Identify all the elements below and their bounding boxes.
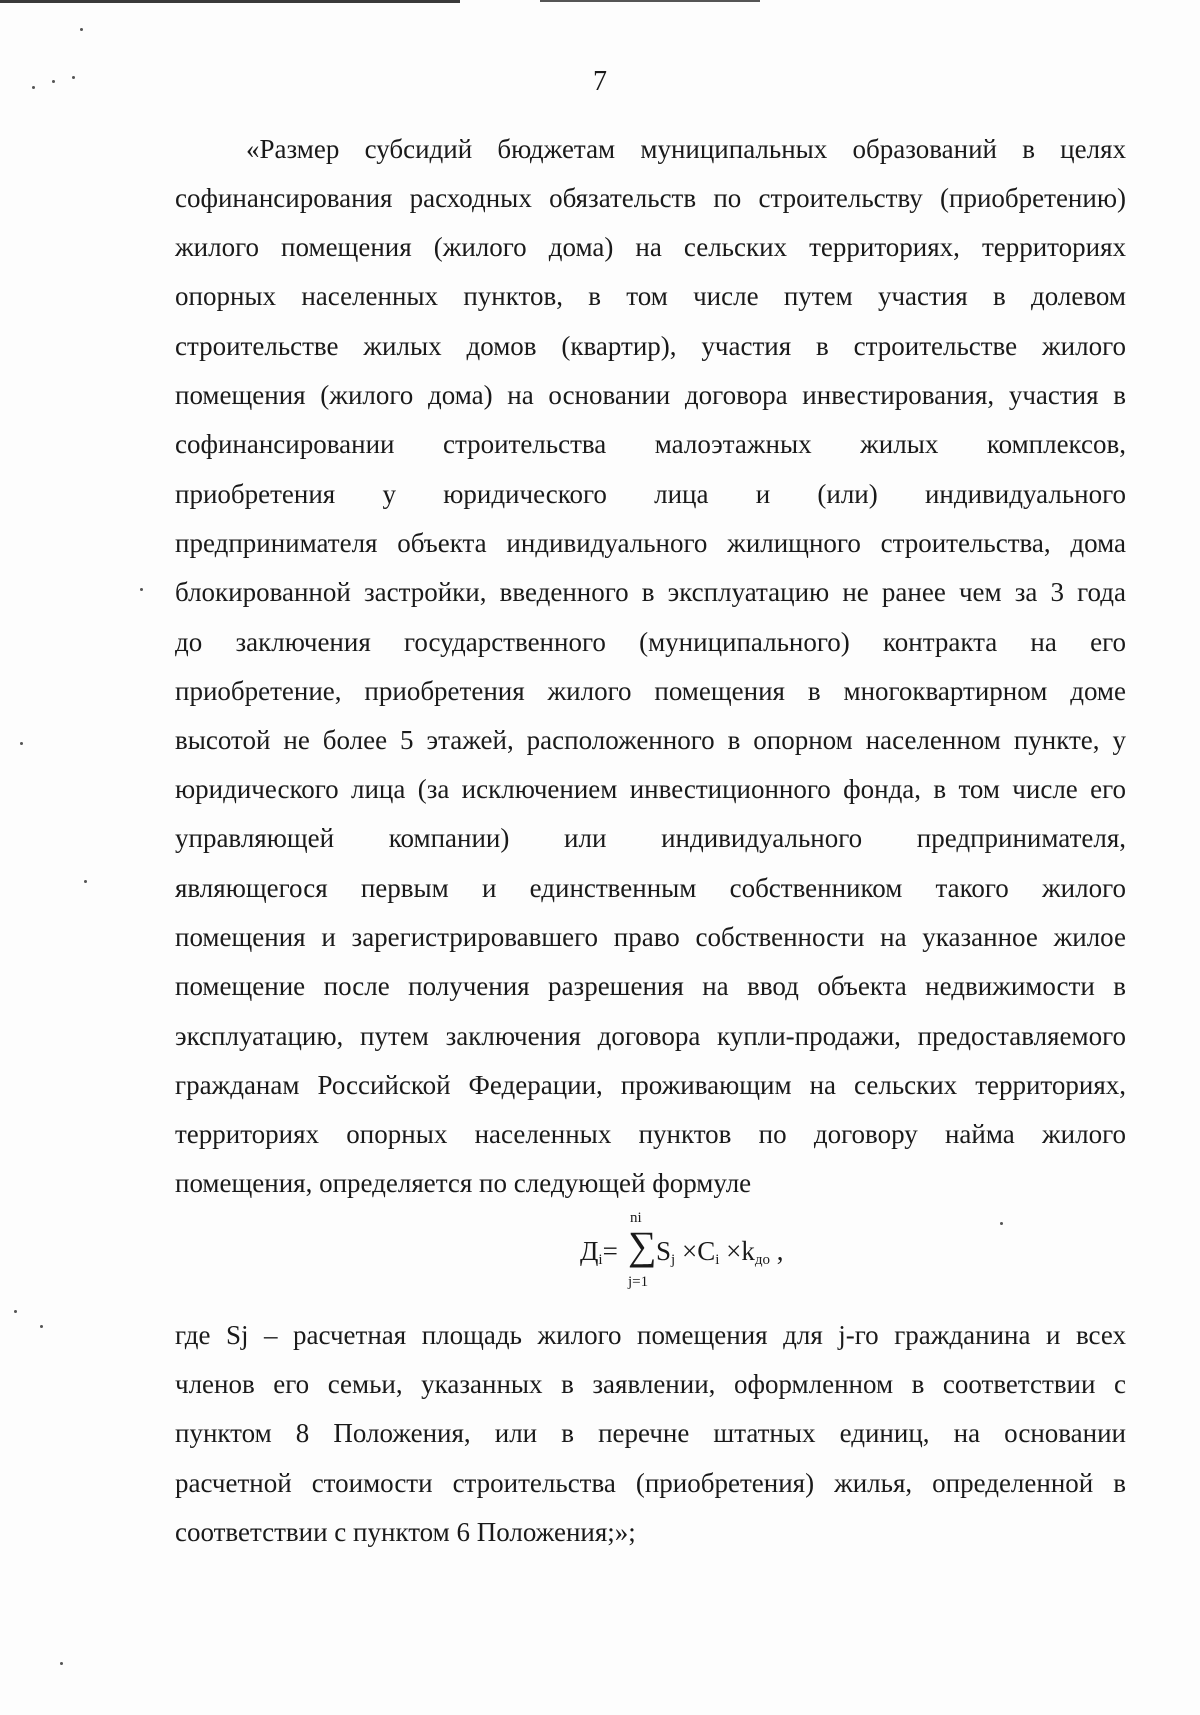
subsidy-formula: [580, 1210, 840, 1300]
formula-equals: =: [602, 1236, 618, 1266]
formula-times-1: ×: [675, 1236, 698, 1266]
text-line: приобретения у юридического лица и (или) индивидуального: [175, 479, 1126, 509]
formula-d-subscript: i: [598, 1252, 603, 1268]
formula-s: S: [656, 1236, 672, 1266]
text-line: территориях опорных населенных пунктов по договору найма жилого: [175, 1119, 1126, 1149]
text-line: «Размер субсидий бюджетам муниципальных образований в целях: [246, 134, 1126, 164]
sum-sigma-symbol: ∑: [628, 1223, 657, 1268]
text-line: блокированной застройки, введенного в эксплуатацию не ранее чем за 3 года: [175, 577, 1126, 607]
text-line: помещение после получения разрешения на ввод объекта недвижимости в: [175, 971, 1126, 1001]
text-line: приобретение, приобретения жилого помещения в многоквартирном доме: [175, 676, 1126, 706]
scan-speck: [32, 86, 35, 89]
formula-tail: ,: [770, 1236, 784, 1266]
text-line: помещения (жилого дома) на основании договора инвестирования, участия в: [175, 380, 1126, 410]
text-line: помещения и зарегистрировавшего право собственности на указанное жилое: [175, 922, 1126, 952]
text-line: управляющей компании) или индивидуального предпринимателя,: [175, 823, 1126, 853]
scan-speck: [40, 1325, 43, 1328]
text-line: где Sj – расчетная площадь жилого помещения для j-го гражданина и всех: [175, 1320, 1126, 1350]
formula-rhs: [656, 1236, 784, 1269]
formula-k-subscript: до: [754, 1252, 770, 1268]
formula-s-subscript: j: [671, 1252, 676, 1268]
scan-speck: [140, 588, 143, 591]
scan-speck: [52, 80, 55, 83]
text-line: расчетной стоимости строительства (приобретения) жилья, определенной в: [175, 1468, 1126, 1498]
scan-speck: [60, 1662, 63, 1665]
text-line: до заключения государственного (муниципального) контракта на его: [175, 627, 1126, 657]
text-line: соответствии с пунктом 6 Положения;»;: [175, 1517, 636, 1547]
text-line: софинансировании строительства малоэтажных жилых комплексов,: [175, 429, 1126, 459]
formula-times-2: ×: [719, 1236, 742, 1266]
scan-speck: [1000, 1222, 1003, 1225]
text-line: софинансирования расходных обязательств по строительству (приобретению): [175, 183, 1126, 213]
text-line: юридического лица (за исключением инвестиционного фонда, в том числе его: [175, 774, 1126, 804]
text-line: гражданам Российской Федерации, проживающим на сельских территориях,: [175, 1070, 1126, 1100]
text-line: членов его семьи, указанных в заявлении, оформленном в соответствии с: [175, 1369, 1126, 1399]
text-line: строительстве жилых домов (квартир), участия в строительстве жилого: [175, 331, 1126, 361]
text-line: эксплуатацию, путем заключения договора купли-продажи, предоставляемого: [175, 1021, 1126, 1051]
scan-speck: [84, 880, 87, 883]
text-line: помещения, определяется по следующей формуле: [175, 1168, 752, 1198]
sum-lower-limit: j=1: [628, 1274, 649, 1290]
text-line: пунктом 8 Положения, или в перечне штатных единиц, на основании: [175, 1418, 1126, 1448]
formula-c: C: [697, 1236, 716, 1266]
text-line: жилого помещения (жилого дома) на сельских территориях, территориях: [175, 232, 1126, 262]
formula-k: k: [741, 1236, 755, 1266]
scan-speck: [20, 742, 23, 745]
formula-c-subscript: i: [715, 1252, 720, 1268]
formula-d: Д: [580, 1236, 599, 1266]
text-line: предпринимателя объекта индивидуального жилищного строительства, дома: [175, 528, 1126, 558]
formula-lhs: [580, 1236, 618, 1269]
scan-speck: [14, 1310, 17, 1313]
scan-top-rule: [0, 0, 460, 3]
scan-top-rule-short: [540, 0, 760, 2]
text-line: высотой не более 5 этажей, расположенного в опорном населенном пункте, у: [175, 725, 1126, 755]
scan-speck: [80, 28, 83, 31]
scan-speck: [72, 76, 75, 79]
text-line: опорных населенных пунктов, в том числе путем участия в долевом: [175, 281, 1126, 311]
page-number: 7: [593, 66, 607, 97]
sum-upper-limit: ni: [630, 1210, 642, 1226]
text-line: являющегося первым и единственным собственником такого жилого: [175, 873, 1126, 903]
